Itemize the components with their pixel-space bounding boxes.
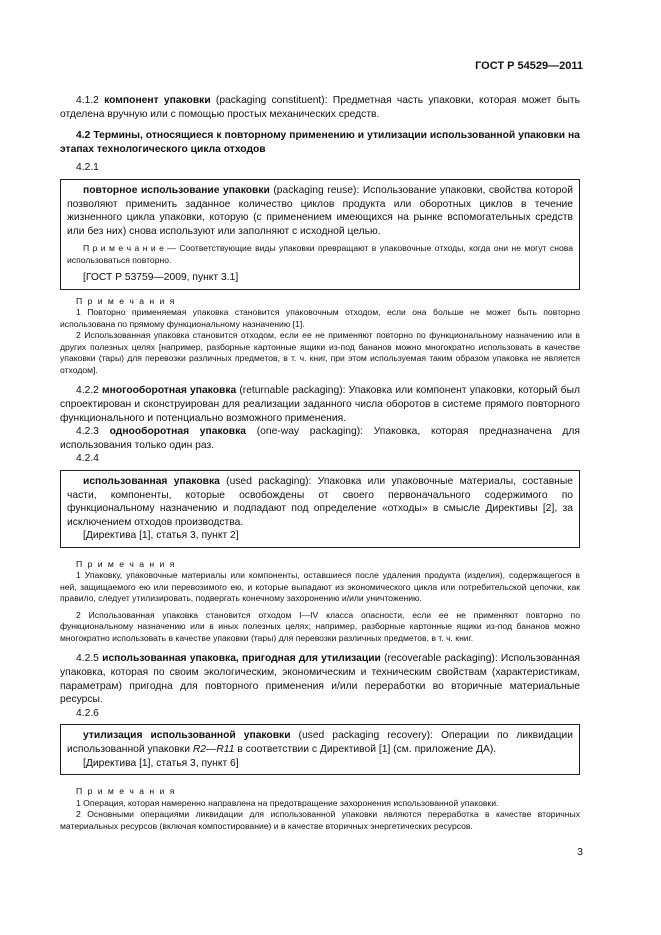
term-box-4-2-4 bbox=[60, 470, 580, 548]
note-item: 1 Упаковку, упаковочные материалы или компоненты, оставшиеся после удаления продукта (изделия), содержащегося в ней, защищаемого ею или перевозимого ею, и которые выпадают из экономического цикла или потребительской цепочки, как правило, следует утилизировать, подвергать конечному захоронению и/или уничтожению. bbox=[60, 570, 580, 604]
page-number: 3 bbox=[577, 846, 583, 858]
term: многооборотная упаковка bbox=[102, 385, 237, 397]
term: утилизация использованной упаковки bbox=[83, 730, 291, 742]
clause-number: 4.2.4 bbox=[76, 453, 99, 465]
term-source: [ГОСТ Р 53759—2009, пункт 3.1] bbox=[83, 272, 239, 284]
document-id: ГОСТ Р 54529—2011 bbox=[475, 60, 583, 72]
note-item: 2 Использованная упаковка становится отходом I—IV класса опасности, если ее не применяют повторно по функциональному назначению или в иных полезных целях; например, разборные картонные ящики из-под бананов можно многократно использовать в качестве упаковки (тары) для перевозки различных предметов, в т. ч. книг. bbox=[60, 609, 580, 643]
clause-4-2-3: 4.2.3 однооборотная упаковка (one-way packaging): Упаковка, которая предназначена для использования только один раз. bbox=[60, 426, 580, 451]
term-source: [Директива [1], статья 3, пункт 2] bbox=[83, 530, 239, 542]
term: использованная упаковка, пригодная для утилизации bbox=[102, 653, 381, 665]
box-note: П р и м е ч а н и е — Соответствующие виды упаковки превращают в упаковочные отходы, когда они не могут снова использоваться повторно. bbox=[67, 243, 573, 265]
term-box-4-2-6 bbox=[60, 724, 580, 775]
term-source: [Директива [1], статья 3, пункт 6] bbox=[83, 757, 239, 769]
term: использованная упаковка bbox=[83, 476, 220, 487]
term: однооборотная упаковка bbox=[109, 426, 246, 438]
term: компонент упаковки bbox=[104, 95, 211, 106]
clause-number: 4.2.6 bbox=[76, 707, 99, 719]
document-body bbox=[60, 94, 580, 832]
notes-label: П р и м е ч а н и я bbox=[76, 558, 176, 569]
section-4-2-title: 4.2 Термины, относящиеся к повторному применению и утилизации использованной упаковки на этапах технологического цикла отходов bbox=[60, 130, 580, 155]
clause-4-2-2: 4.2.2 многооборотная упаковка (returnable packaging): Упаковка или компонент упаковки, который был спроектирован и сконструирован для реализации заданного числа оборотов в системе прямого повторного функционального и потенциально возможного применения. bbox=[60, 385, 580, 424]
term-box-4-2-1 bbox=[60, 179, 580, 290]
notes-label: П р и м е ч а н и я bbox=[76, 295, 176, 306]
clause-4-1-2: 4.1.2 компонент упаковки (packaging constituent): Предметная часть упаковки, которая может быть отделена вручную или с помощью простых механических средств. bbox=[60, 95, 580, 120]
term-definition: использованная упаковка (used packaging): Упаковка или упаковочные материалы, составные части, компоненты, которые освобождены от своего первоначального содержимого по функциональному назначению и подпадают под определение «отходы» в смысле Директивы [2], за исключением отходов производства. bbox=[67, 476, 573, 528]
term-definition: повторное использование упаковки (packaging reuse): Использование упаковки, свойства которой позволяют применить заданное количество циклов продукта или оборотных циклов в течение жизненного цикла упаковки, которую (с применением имеющихся на рынке вспомогательных средств или без них) снова используют или заполняют с исходной целью. bbox=[67, 184, 573, 237]
term-definition: утилизация использованной упаковки (used packaging recovery): Операции по ликвидации использованной упаковки R2—R11 в соответствии с Директивой [1] (см. приложение ДА). bbox=[67, 730, 573, 756]
note-item: 1 Повторно применяемая упаковка становится упаковочным отходом, если она больше не может быть повторно использована по прямому функциональному назначению [1]. bbox=[60, 307, 580, 329]
term: повторное использование упаковки bbox=[83, 184, 270, 196]
clause-4-2-5: 4.2.5 использованная упаковка, пригодная для утилизации (recoverable packaging): Использованная упаковка, которая по своим экологическим, экономическим и техническим свойствам (характеристикам, параметрам) пригодна для повторного применения и/или переработки во вторичные материальные ресурсы. bbox=[60, 653, 580, 706]
note-item: 2 Основными операциями ликвидации для использованной упаковки являются переработка в качестве вторичных материальных ресурсов (включая компостирование) и в качестве вторичных энергетических ресурсов. bbox=[60, 809, 580, 831]
note-item: 2 Использованная упаковка становится отходом, если ее не применяют повторно по функциональному назначению или в других полезных целях [например, разборные картонные ящики из-под бананов можно многократно использовать в качестве упаковки (тары) для перевозки различных предметов, в т. ч. книг, при этом используемая таким образом упаковка не является отходом]. bbox=[60, 330, 580, 375]
clause-number: 4.2.1 bbox=[76, 162, 99, 174]
notes-label: П р и м е ч а н и я bbox=[76, 786, 176, 797]
note-item: 1 Операция, которая намеренно направлена на предотвращение захоронения использованной упаковки. bbox=[76, 797, 499, 808]
